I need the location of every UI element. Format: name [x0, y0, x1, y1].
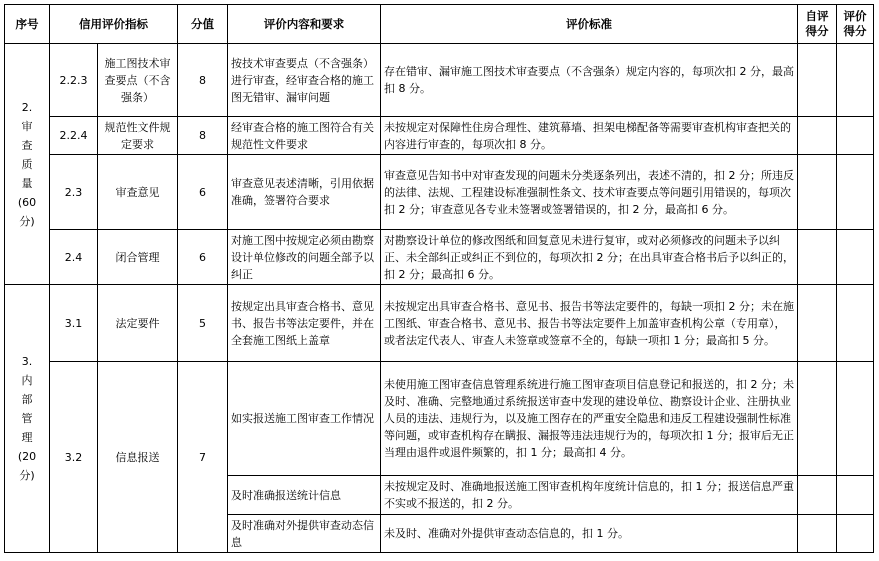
row-content: 及时准确对外提供审查动态信息: [228, 515, 381, 553]
row-content: 审查意见表述清晰，引用依据准确，签署符合要求: [228, 155, 381, 230]
self-eval-cell: [798, 155, 837, 230]
row-score: 8: [178, 44, 228, 117]
row-score: 7: [178, 362, 228, 553]
row-indicator-name: 信息报送: [98, 362, 178, 553]
row-standard: 未使用施工图审查信息管理系统进行施工图审查项目信息登记和报送的，扣 2 分；未及时、准确、完整地通过系统报送审查中发现的建设单位、勘察设计企业、注册执业人员的违法、违规行为，以及施工图存在的严重安全隐患和违反工程建设强制性标准等问题，或审查机构存在瞒报、漏报等违法违规行为的，每项次扣 1 分；报审后无正当理由退件或退件频繁的，扣 1 分；最高扣 4 分。: [381, 362, 798, 476]
row-content: 如实报送施工图审查工作情况: [228, 362, 381, 476]
row-content: 对施工图中按规定必须由勘察设计单位修改的问题全部予以纠正: [228, 230, 381, 285]
row-score: 6: [178, 230, 228, 285]
row-standard: 对勘察设计单位的修改图纸和回复意见未进行复审，或对必须修改的问题未予以纠正、未全部纠正或纠正不到位的，每项次扣 2 分；在出具审查合格书后予以纠正的，扣 2 分；最高扣 6 分。: [381, 230, 798, 285]
eval-score-cell: [837, 285, 874, 362]
row-code: 2.3: [50, 155, 98, 230]
header-content: 评价内容和要求: [228, 5, 381, 44]
header-eval-score: 评价得分: [837, 5, 874, 44]
section-label-quality: 2. 审 查 质 量 (60 分): [5, 44, 50, 285]
header-seq: 序号: [5, 5, 50, 44]
self-eval-cell: [798, 285, 837, 362]
header-self-eval: 自评得分: [798, 5, 837, 44]
table-row: [5, 230, 874, 285]
self-eval-cell: [798, 44, 837, 117]
row-code: 2.2.4: [50, 117, 98, 155]
header-row: [5, 5, 874, 44]
table-row: [5, 285, 874, 362]
header-indicator: 信用评价指标: [50, 5, 178, 44]
table-row: [5, 117, 874, 155]
eval-score-cell: [837, 117, 874, 155]
eval-score-cell: [837, 515, 874, 553]
row-indicator-name: 闭合管理: [98, 230, 178, 285]
eval-score-cell: [837, 155, 874, 230]
table-row: [5, 362, 874, 476]
row-content: 按技术审查要点（不含强条）进行审查，经审查合格的施工图无错审、漏审问题: [228, 44, 381, 117]
row-score: 8: [178, 117, 228, 155]
row-indicator-name: 法定要件: [98, 285, 178, 362]
row-indicator-name: 审查意见: [98, 155, 178, 230]
self-eval-cell: [798, 362, 837, 476]
row-score: 6: [178, 155, 228, 230]
section-label-management: 3. 内 部 管 理 (20 分): [5, 285, 50, 553]
row-code: 2.4: [50, 230, 98, 285]
self-eval-cell: [798, 117, 837, 155]
table-row: [5, 155, 874, 230]
table-row: [5, 44, 874, 117]
header-score: 分值: [178, 5, 228, 44]
row-standard: 未按规定对保障性住房合理性、建筑幕墙、担架电梯配备等需要审查机构审查把关的内容进行审查的，每项次扣 8 分。: [381, 117, 798, 155]
row-score: 5: [178, 285, 228, 362]
row-standard: 未按规定出具审查合格书、意见书、报告书等法定要件的，每缺一项扣 2 分；未在施工图纸、审查合格书、意见书、报告书等法定要件上加盖审查机构公章（专用章），或者法定代表人、审查人未签章或签章不全的，每缺一项扣 1 分；最高扣 5 分。: [381, 285, 798, 362]
row-code: 2.2.3: [50, 44, 98, 117]
row-standard: 未及时、准确对外提供审查动态信息的，扣 1 分。: [381, 515, 798, 553]
eval-score-cell: [837, 476, 874, 515]
row-indicator-name: 规范性文件规定要求: [98, 117, 178, 155]
row-code: 3.1: [50, 285, 98, 362]
eval-score-cell: [837, 230, 874, 285]
self-eval-cell: [798, 476, 837, 515]
row-content: 按规定出具审查合格书、意见书、报告书等法定要件，并在全套施工图纸上盖章: [228, 285, 381, 362]
row-content: 及时准确报送统计信息: [228, 476, 381, 515]
header-standard: 评价标准: [381, 5, 798, 44]
self-eval-cell: [798, 515, 837, 553]
row-indicator-name: 施工图技术审查要点（不含强条）: [98, 44, 178, 117]
eval-score-cell: [837, 44, 874, 117]
row-code: 3.2: [50, 362, 98, 553]
row-standard: 未按规定及时、准确地报送施工图审查机构年度统计信息的，扣 1 分；报送信息严重不实或不报送的，扣 2 分。: [381, 476, 798, 515]
row-standard: 存在错审、漏审施工图技术审查要点（不含强条）规定内容的，每项次扣 2 分，最高扣 8 分。: [381, 44, 798, 117]
credit-evaluation-table: [4, 4, 874, 553]
row-standard: 审查意见告知书中对审查发现的问题未分类逐条列出，表述不清的，扣 2 分；所违反的法律、法规、工程建设标准强制性条文、技术审查要点等问题引用错误的，每项次扣 2 分；审查意见各专业未签署或签署错误的，扣 2 分，最高扣 6 分。: [381, 155, 798, 230]
eval-score-cell: [837, 362, 874, 476]
self-eval-cell: [798, 230, 837, 285]
row-content: 经审查合格的施工图符合有关规范性文件要求: [228, 117, 381, 155]
